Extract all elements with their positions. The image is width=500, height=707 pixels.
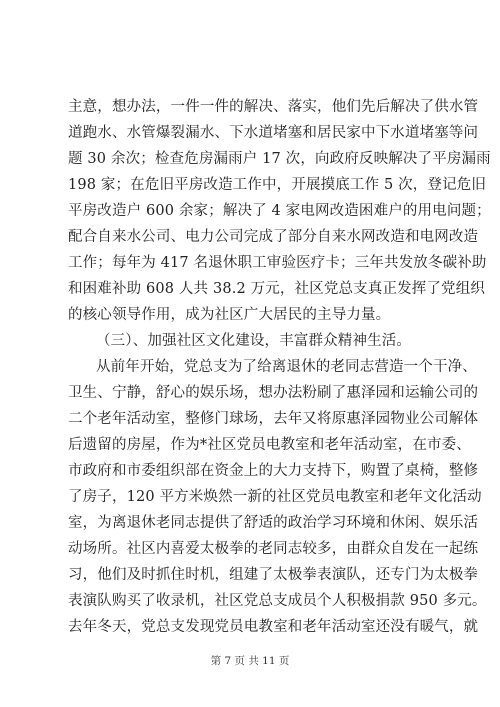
text-line: 道跑水、水管爆裂漏水、下水道堵塞和居民家中下水道堵塞等问 (68, 125, 479, 141)
text-line: 工作；每年为 417 名退休职工审验医疗卡；三年共发放冬碳补助 (68, 255, 487, 271)
paragraph-first-line: 从前年开始，党总支为了给离退休的老同志营造一个干净、 (96, 359, 477, 375)
text-line: 平房改造户 600 余家；解决了 4 家电网改造困难户的用电问题； (68, 203, 491, 219)
text-line: 和困难补助 608 人共 38.2 万元，社区党总支真正发挥了党组织 (68, 281, 485, 297)
text-line: 配合自来水公司、电力公司完成了部分自来水网改造和电网改造 (68, 229, 479, 245)
text-line: 表演队购买了收录机，社区党总支成员个人积极捐款 950 多元。 (68, 593, 487, 609)
text-line: 后遗留的房屋，作为*社区党员电教室和老年活动室，在市委、 (68, 437, 471, 453)
page-number-footer: 第 7 页 共 11 页 (210, 655, 290, 667)
text-line: 习，他们及时抓住时机，组建了太极拳表演队，还专门为太极拳 (68, 567, 479, 583)
text-line: 室，为离退休老同志提供了舒适的政治学习环境和休闲、娱乐活 (68, 515, 479, 531)
text-line: 卫生、宁静，舒心的娱乐场，想办法粉刷了惠泽园和运输公司的 (68, 385, 479, 401)
text-line: 198 家；在危旧平房改造工作中，开展摸底工作 5 次，登记危旧 (68, 177, 487, 193)
text-line: 动场所。社区内喜爱太极拳的老同志较多，由群众自发在一起练 (68, 541, 479, 557)
text-line: 去年冬天，党总支发现党员电教室和老年活动室还没有暖气，就 (68, 619, 479, 635)
text-line: 市政府和市委组织部在资金上的大力支持下，购置了桌椅，整修 (68, 463, 479, 479)
text-line: 了房子，120 平方米焕然一新的社区党员电教室和老年文化活动 (68, 489, 482, 505)
document-body (68, 94, 491, 640)
text-line: 题 30 余次；检查危房漏雨户 17 次，向政府反映解决了平房漏雨 (68, 151, 491, 167)
text-line: 的核心领导作用，成为社区广大居民的主导力量。 (68, 307, 391, 323)
section-heading: （三）、加强社区文化建设，丰富群众精神生活。 (96, 333, 412, 349)
text-line: 二个老年活动室，整修门球场，去年又将原惠泽园物业公司解体 (68, 411, 479, 427)
text-line: 主意，想办法，一件一件的解决、落实，他们先后解决了供水管 (68, 99, 479, 115)
